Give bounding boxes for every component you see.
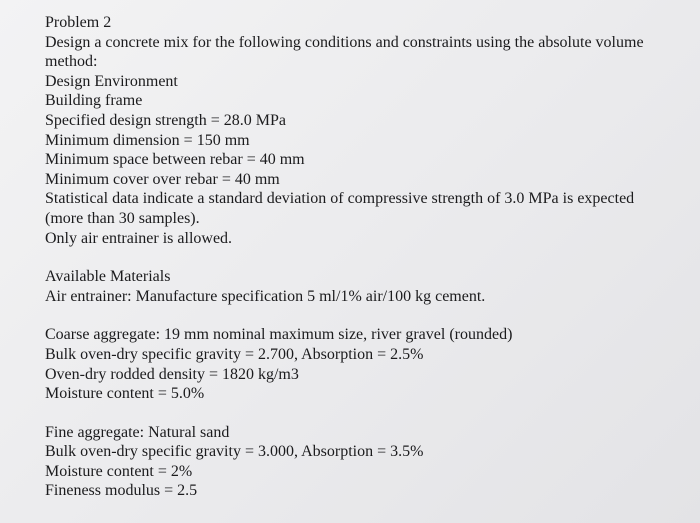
fine-aggregate-heading: Fine aggregate: Natural sand	[45, 423, 230, 441]
fine-aggregate-moisture: Moisture content = 2%	[45, 462, 193, 480]
section-gap	[45, 248, 680, 267]
design-environment-value: Building frame	[45, 92, 143, 110]
design-strength: Specified design strength = 28.0 MPa	[45, 111, 286, 129]
problem-title: Problem 2	[45, 14, 112, 31]
fine-aggregate-gravity: Bulk oven-dry specific gravity = 3.000, Absorption = 3.5%	[45, 443, 424, 461]
available-materials-heading: Available Materials	[45, 268, 171, 286]
problem-intro-line-1: Design a concrete mix for the following conditions and constraints using the absolute volume	[45, 33, 644, 51]
minimum-cover: Minimum cover over rebar = 40 mm	[45, 170, 280, 188]
problem-intro-line-2: method:	[45, 53, 98, 71]
coarse-aggregate-gravity: Bulk oven-dry specific gravity = 2.700, Absorption = 2.5%	[45, 345, 424, 363]
fine-aggregate-fineness: Fineness modulus = 2.5	[45, 482, 198, 500]
air-entrainer-only: Only air entrainer is allowed.	[45, 229, 233, 247]
coarse-aggregate-density: Oven-dry rodded density = 1820 kg/m3	[45, 365, 299, 383]
coarse-aggregate-heading: Coarse aggregate: 19 mm nominal maximum size, river gravel (rounded)	[45, 326, 513, 344]
minimum-dimension: Minimum dimension = 150 mm	[45, 131, 250, 149]
minimum-rebar-space: Minimum space between rebar = 40 mm	[45, 151, 305, 169]
design-environment-heading: Design Environment	[45, 72, 178, 90]
section-gap	[45, 306, 680, 325]
statistical-data-line-2: (more than 30 samples).	[45, 209, 200, 227]
air-entrainer-spec: Air entrainer: Manufacture specification 5 ml/1% air/100 kg cement.	[45, 287, 486, 305]
section-gap	[45, 404, 680, 423]
coarse-aggregate-moisture: Moisture content = 5.0%	[45, 385, 205, 403]
statistical-data-line-1: Statistical data indicate a standard deviation of compressive strength of 3.0 MPa is expected	[45, 190, 635, 208]
